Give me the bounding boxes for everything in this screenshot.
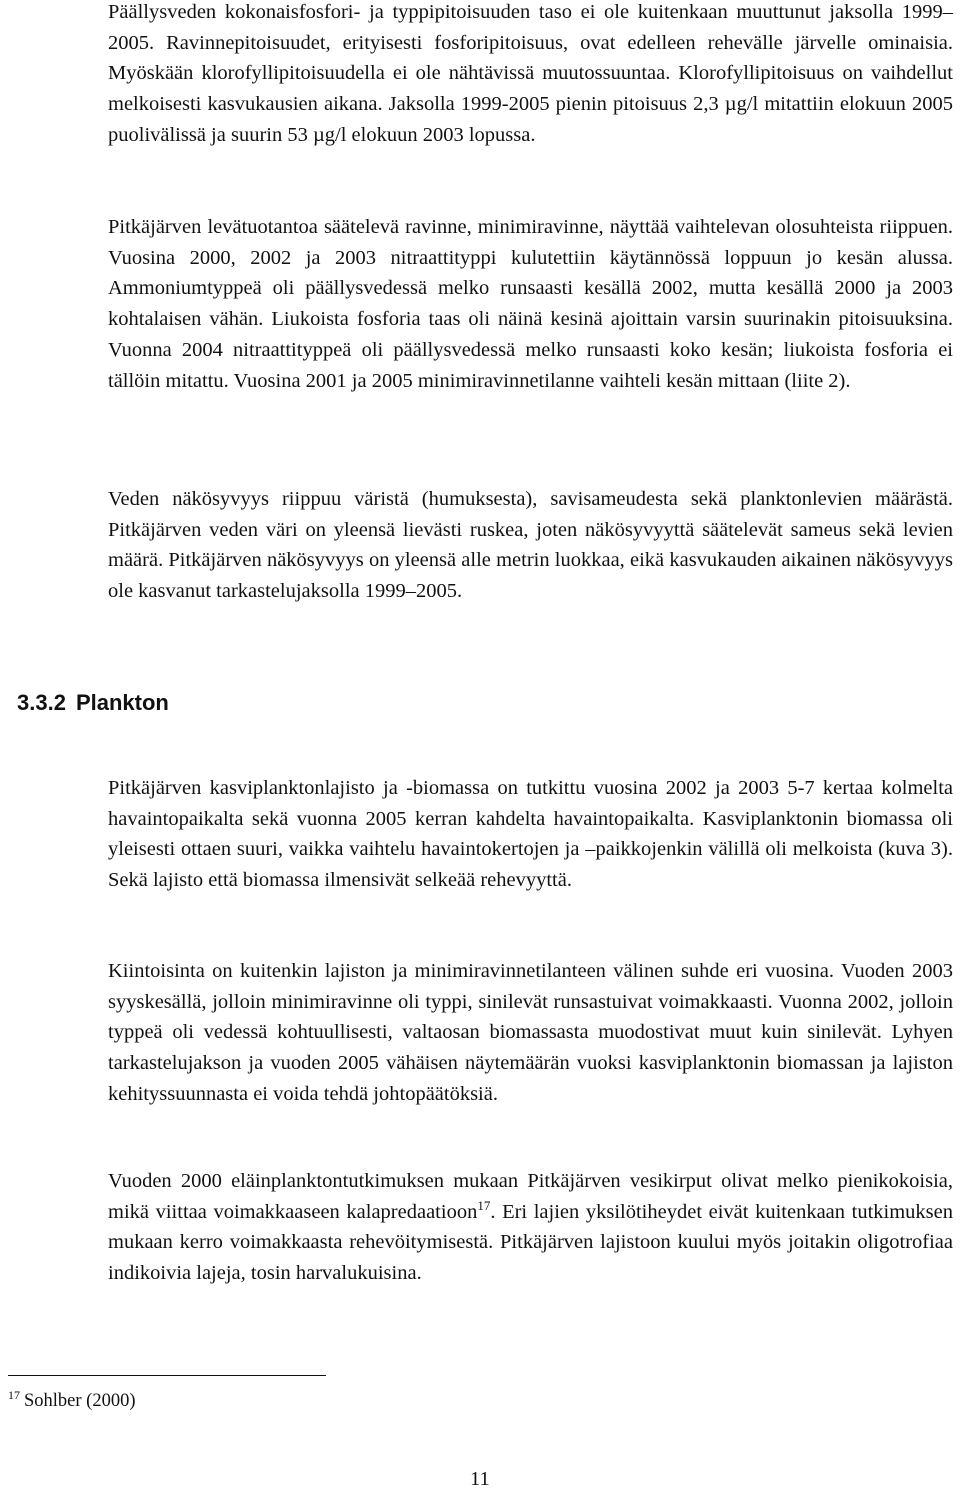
footnote-text: Sohlber (2000)	[24, 1391, 136, 1411]
section-title: Plankton	[75, 690, 169, 715]
paragraph-phosphorus-chlorophyll: Päällysveden kokonaisfosfori- ja typpipitoisuuden taso ei ole kuitenkaan muuttunut jaksolla 1999–2005. Ravinnepitoisuudet, erityisesti fosforipitoisuus, ovat edelleen rehevälle järvelle ominaisia. Myöskään klorofyllipitoisuudella ei ole nähtävissä muutossuuntaa. Klorofyllipitoisuus on vaihdellut melkoisesti kasvukausien aikana. Jaksolla 1999-2005 pienin pitoisuus 2,3 µg/l mitattiin elokuun 2005 puolivälissä ja suurin 53 µg/l elokuun 2003 lopussa.	[108, 1, 953, 146]
paragraph-visibility-depth: Veden näkösyvyys riippuu väristä (humuksesta), savisameudesta sekä planktonlevien määrästä. Pitkäjärven veden väri on yleensä lievästi ruskea, joten näkösyvyyttä säätelevät sameus sekä levien määrä. Pitkäjärven näkösyvyys on yleensä alle metrin luokkaa, eikä kasvukauden aikainen näkösyvyys ole kasvanut tarkastelujaksolla 1999–2005.	[108, 488, 953, 603]
footnote	[8, 1388, 136, 1414]
paragraph-zooplankton	[108, 1166, 953, 1289]
section-heading	[17, 688, 169, 718]
footnote-marker: 17	[8, 1387, 20, 1402]
paragraph-zooplankton-text-start: Vuoden 2000 eläinplanktontutkimuksen mukaan Pitkäjärven vesikirput olivat melko pienikokoisia, mikä viittaa voimakkaaseen kalapredaatioon	[108, 1170, 953, 1223]
paragraph-zooplankton-text-end: . Eri lajien yksilötiheydet eivät kuitenkaan tutkimuksen mukaan kerro voimakkaasta rehevöitymisestä. Pitkäjärven lajistoon kuului myös joitakin oligotrofiaa indikoivia lajeja, tosin harvalukuisina.	[108, 1200, 953, 1285]
paragraph-phytoplankton-biomass: Pitkäjärven kasviplanktonlajisto ja -biomassa on tutkittu vuosina 2002 ja 2003 5-7 kertaa kolmelta havaintopaikalta sekä vuonna 2005 kerran kahdelta havaintopaikalta. Kasviplanktonin biomassa oli yleisesti ottaen suuri, vaikka vaihtelu havaintokertojen ja –paikkojenkin välillä oli melkoista (kuva 3). Sekä lajisto että biomassa ilmensivät selkeää rehevyyttä.	[108, 777, 953, 892]
footnote-divider	[8, 1375, 326, 1376]
paragraph-limiting-nutrient: Pitkäjärven levätuotantoa säätelevä ravinne, minimiravinne, näyttää vaihtelevan olosuhteista riippuen. Vuosina 2000, 2002 ja 2003 nitraattityppi kulutettiin käytännössä loppuun jo kesän alussa. Ammoniumtyppeä oli päällysvedessä melko runsaasti kesällä 2002, mutta kesällä 2000 ja 2003 kohtalaisen vähän. Liukoista fosforia taas oli näinä kesinä ajoittain varsin suurinakin pitoisuuksina. Vuonna 2004 nitraattityppeä oli päällysvedessä melko runsaasti koko kesän; liukoista fosforia ei tällöin mitattu. Vuosina 2001 ja 2005 minimiravinnetilanne vaihteli kesän mittaan (liite 2).	[108, 216, 953, 392]
paragraph-species-nutrient-relation: Kiintoisinta on kuitenkin lajiston ja minimiravinnetilanteen välinen suhde eri vuosina. Vuoden 2003 syyskesällä, jolloin minimiravinne oli typpi, sinilevät runsastuivat voimakkaasti. Vuonna 2002, jolloin typpeä oli vedessä kohtuullisesti, valtaosan biomassasta muodostivat muut kuin sinilevät. Lyhyen tarkastelujakson ja vuoden 2005 vähäisen näytemäärän vuoksi kasviplanktonin biomassan ja lajiston kehityssuunnasta ei voida tehdä johtopäätöksiä.	[108, 960, 953, 1105]
page-number: 11	[470, 1468, 490, 1490]
section-number: 3.3.2	[17, 690, 66, 715]
footnote-reference[interactable]: 17	[477, 1197, 491, 1213]
